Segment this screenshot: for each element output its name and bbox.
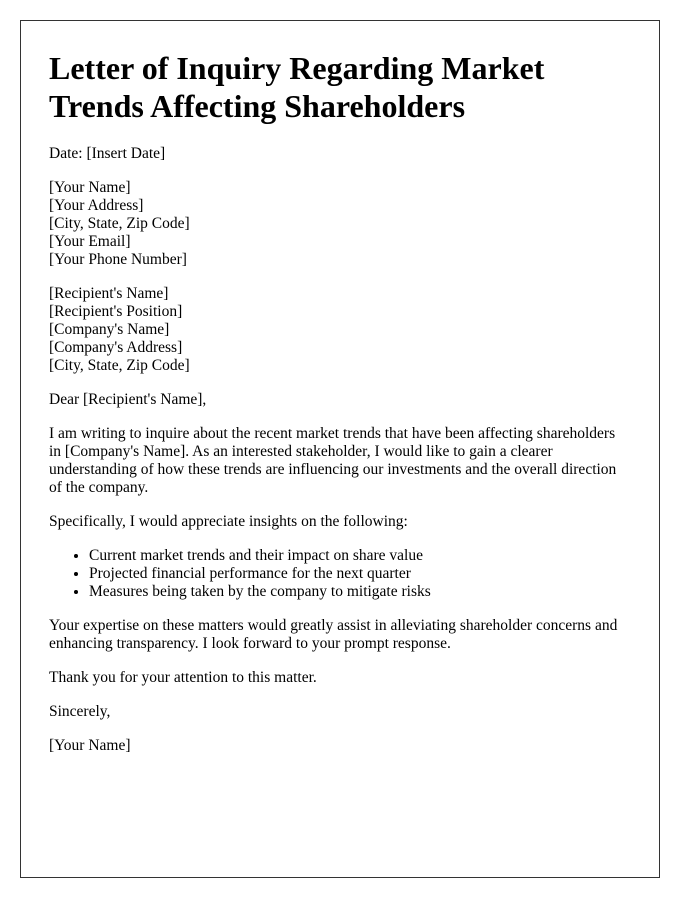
body-paragraph-1: I am writing to inquire about the recent market trends that have been affecting shareholders in [Company's Name]. As an interested stakeholder, I would like to gain a clearer understanding of how these trends are influencing our investments and the overall direction of the company. xyxy=(49,425,617,496)
recipient-city-state-zip: [City, State, Zip Code] xyxy=(49,357,190,374)
list-item: • Measures being taken by the company to mitigate risks xyxy=(89,583,631,601)
sender-email: [Your Email] xyxy=(49,233,131,250)
closing: Sincerely, xyxy=(49,703,111,720)
sender-city-state-zip: [City, State, Zip Code] xyxy=(49,215,190,232)
sender-address: [Your Address] xyxy=(49,197,144,214)
sender-name: [Your Name] xyxy=(49,179,131,196)
salutation: Dear [Recipient's Name], xyxy=(49,391,207,408)
recipient-name: [Recipient's Name] xyxy=(49,285,169,302)
recipient-company: [Company's Name] xyxy=(49,321,170,338)
recipient-position: [Recipient's Position] xyxy=(49,303,183,320)
letter-page xyxy=(20,20,660,878)
body-paragraph-4: Thank you for your attention to this matter. xyxy=(49,669,317,686)
sender-block xyxy=(49,179,631,269)
recipient-company-address: [Company's Address] xyxy=(49,339,183,356)
sender-phone: [Your Phone Number] xyxy=(49,251,187,268)
signature: [Your Name] xyxy=(49,737,131,754)
letter-title: Letter of Inquiry Regarding Market Trends Affecting Shareholders xyxy=(49,50,545,124)
body-paragraph-2: Specifically, I would appreciate insights on the following: xyxy=(49,513,408,530)
list-item: • Projected financial performance for the next quarter xyxy=(89,565,631,583)
inquiry-list xyxy=(49,547,631,601)
recipient-block xyxy=(49,285,631,375)
list-item: • Current market trends and their impact on share value xyxy=(89,547,631,565)
body-paragraph-3: Your expertise on these matters would greatly assist in alleviating shareholder concerns and enhancing transparency. I look forward to your prompt response. xyxy=(49,617,618,652)
date-line: Date: [Insert Date] xyxy=(49,145,166,162)
